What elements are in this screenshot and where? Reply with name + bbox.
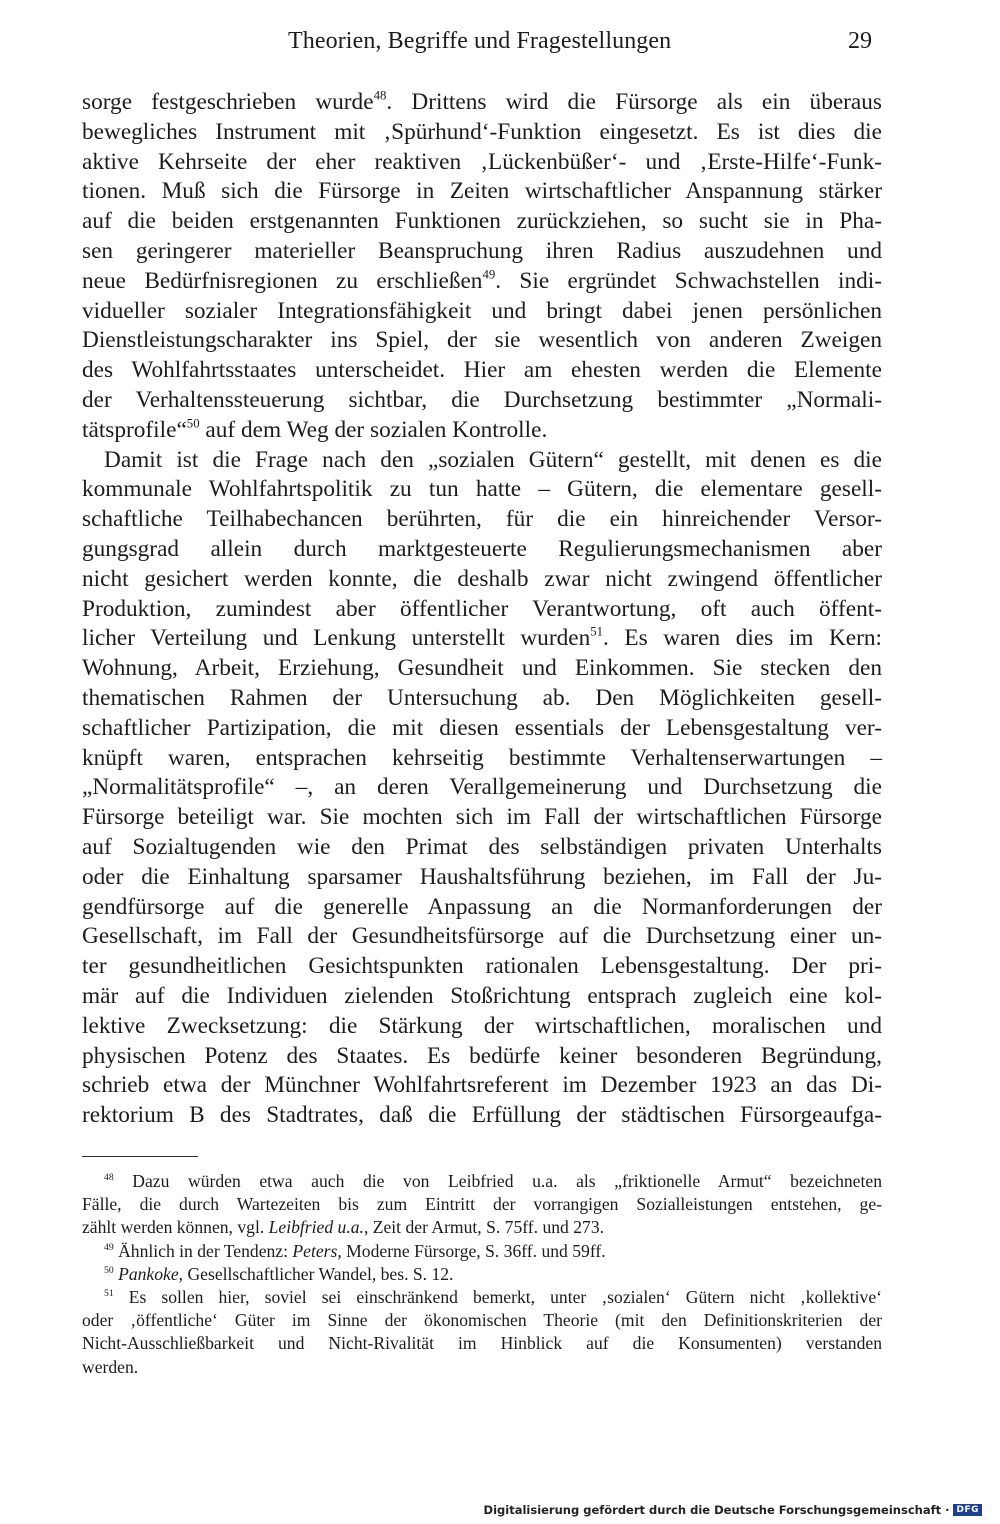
footnote-ref: 50 [186,416,200,431]
digitization-credit [484,1503,982,1517]
footnote-ref: 48 [373,88,387,103]
text-line: des Wohlfahrtsstaates unterscheidet. Hier am ehesten werden die Elemente [82,357,882,384]
text-line: neue Bedürfnisregionen zu erschließen$^{49}$. Sie ergründet Schwachstellen indi- [82,267,882,294]
running-title: Theorien, Begriffe und Fragestellungen [288,28,672,54]
text-line: nicht gesichert werden konnte, die deshalb zwar nicht zwingend öffentlicher [82,565,882,592]
text-line: gendfürsorge auf die generelle Anpassung an die Normanforderungen der [82,893,882,920]
footnote-number: 51 [104,1287,114,1299]
footnote-number: 49 [104,1241,114,1253]
text-line: thematischen Rahmen der Untersuchung ab. Den Möglichkeiten gesell- [82,684,882,711]
paragraph-first-line: Damit ist die Frage nach den „sozialen Gütern“ gestellt, mit denen es die [104,446,882,473]
text-line: aktive Kehrseite der eher reaktiven ‚Lückenbüßer‘- und ‚Erste-Hilfe‘-Funk- [82,148,882,175]
text-line: Wohnung, Arbeit, Erziehung, Gesundheit und Einkommen. Sie stecken den [82,655,882,682]
text-line: knüpft waren, entsprachen kehrseitig bestimmte Verhaltenserwartungen – [82,744,882,771]
text-line: Fürsorge beteiligt war. Sie mochten sich im Fall der wirtschaftlichen Fürsorge [82,804,882,831]
footnote-line: zählt werden können, vgl. Leibfried u.a., Zeit der Armut, S. 75ff. und 273. [82,1217,605,1238]
page-header [0,22,1000,62]
text-line: auf Sozialtugenden wie den Primat des selbständigen privaten Unterhalts [82,833,882,860]
text-line: sorge festgeschrieben wurde$^{48}$. Drittens wird die Fürsorge als ein überaus [82,88,882,115]
text-line: tätsprofile“$^{50}$ auf dem Weg der sozialen Kontrolle. [82,416,548,443]
page-number: 29 [848,28,872,54]
text-line: „Normalitätsprofile“ –, an deren Verallgemeinerung und Durchsetzung die [82,774,882,801]
text-line: physischen Potenz des Staates. Es bedürfe keiner besonderen Begründung, [82,1042,882,1069]
text-line: mär auf die Individuen zielenden Stoßrichtung entsprach zugleich eine kol- [82,982,882,1009]
dfg-logo-icon: DFG [953,1504,982,1516]
footnote-number: 50 [104,1264,114,1276]
body-text [82,88,882,1131]
text-line: tionen. Muß sich die Fürsorge in Zeiten wirtschaftlicher Anspannung stärker [82,178,882,205]
footnote-51: $^{51}$ Es sollen hier, soviel sei einschränkend bemerkt, unter ‚sozialen‘ Gütern nicht ‚kollektive‘ [104,1286,882,1307]
text-line: sen geringerer materieller Beanspruchung ihren Radius auszudehnen und [82,237,882,264]
text-line: ter gesundheitlichen Gesichtspunkten rationalen Lebensgestaltung. Der pri- [82,953,882,980]
text-line: Dienstleistungscharakter ins Spiel, der sie wesentlich von anderen Zweigen [82,327,882,354]
text-line: Gesellschaft, im Fall der Gesundheitsfürsorge auf die Durchsetzung einer un- [82,923,882,950]
text-line: oder die Einhaltung sparsamer Haushaltsführung beziehen, im Fall der Ju- [82,863,882,890]
footnote-49: $^{49}$ Ähnlich in der Tendenz: Peters, Moderne Fürsorge, S. 36ff. und 59ff. [104,1240,606,1261]
footnote-48: $^{48}$ Dazu würden etwa auch die von Leibfried u.a. als „friktionelle Armut“ bezeichneten [104,1171,882,1191]
text-line: kommunale Wohlfahrtspolitik zu tun hatte – Gütern, die elementare gesell- [82,476,882,503]
text-line: schrieb etwa der Münchner Wohlfahrtsreferent im Dezember 1923 an das Di- [82,1072,882,1099]
footnotes [82,1170,882,1379]
footnote-line: werden. [82,1356,139,1377]
footnote-line: oder ‚öffentliche‘ Güter im Sinne der ökonomischen Theorie (mit den Definitionskriterien der [82,1310,882,1331]
text-line: schaftlicher Partizipation, die mit diesen essentials der Lebensgestaltung ver- [82,714,882,741]
text-line: Produktion, zumindest aber öffentlicher Verantwortung, oft auch öffent- [82,595,882,622]
text-line: rektorium B des Stadtrates, daß die Erfüllung der städtischen Fürsorgeaufga- [82,1102,882,1129]
text-line: gungsgrad allein durch marktgesteuerte Regulierungsmechanismen aber [82,535,882,562]
text-line: schaftliche Teilhabechancen berührten, für die ein hinreichender Versor- [82,506,882,533]
footnote-50: $^{50}$ Pankoke, Gesellschaftlicher Wandel, bes. S. 12. [104,1263,454,1284]
text-line: vidueller sozialer Integrationsfähigkeit und bringt dabei jenen persönlichen [82,297,882,324]
text-line: auf die beiden erstgenannten Funktionen zurückziehen, so sucht sie in Pha- [82,208,882,235]
footnote-line: Nicht-Ausschließbarkeit und Nicht-Rivalität im Hinblick auf die Konsumenten) verstanden [82,1333,882,1354]
text-line: licher Verteilung und Lenkung unterstellt wurden$^{51}$. Es waren dies im Kern: [82,624,882,652]
footnote-ref: 49 [482,267,496,282]
footnote-ref: 51 [590,624,604,639]
footnote-line: Fälle, die durch Wartezeiten bis zum Eintritt der vorrangigen Sozialleistungen entstehen, ge- [82,1194,882,1215]
text-line: lektive Zwecksetzung: die Stärkung der wirtschaftlichen, moralischen und [82,1012,882,1039]
footnote-number: 48 [104,1171,114,1183]
text-line: der Verhaltenssteuerung sichtbar, die Durchsetzung bestimmter „Normali- [82,386,882,413]
text-line: bewegliches Instrument mit ‚Spürhund‘-Funktion eingesetzt. Es ist dies die [82,118,882,145]
credit-text: Digitalisierung gefördert durch die Deutsche Forschungsgemeinschaft · [483,1503,950,1517]
footnote-divider [82,1156,198,1157]
